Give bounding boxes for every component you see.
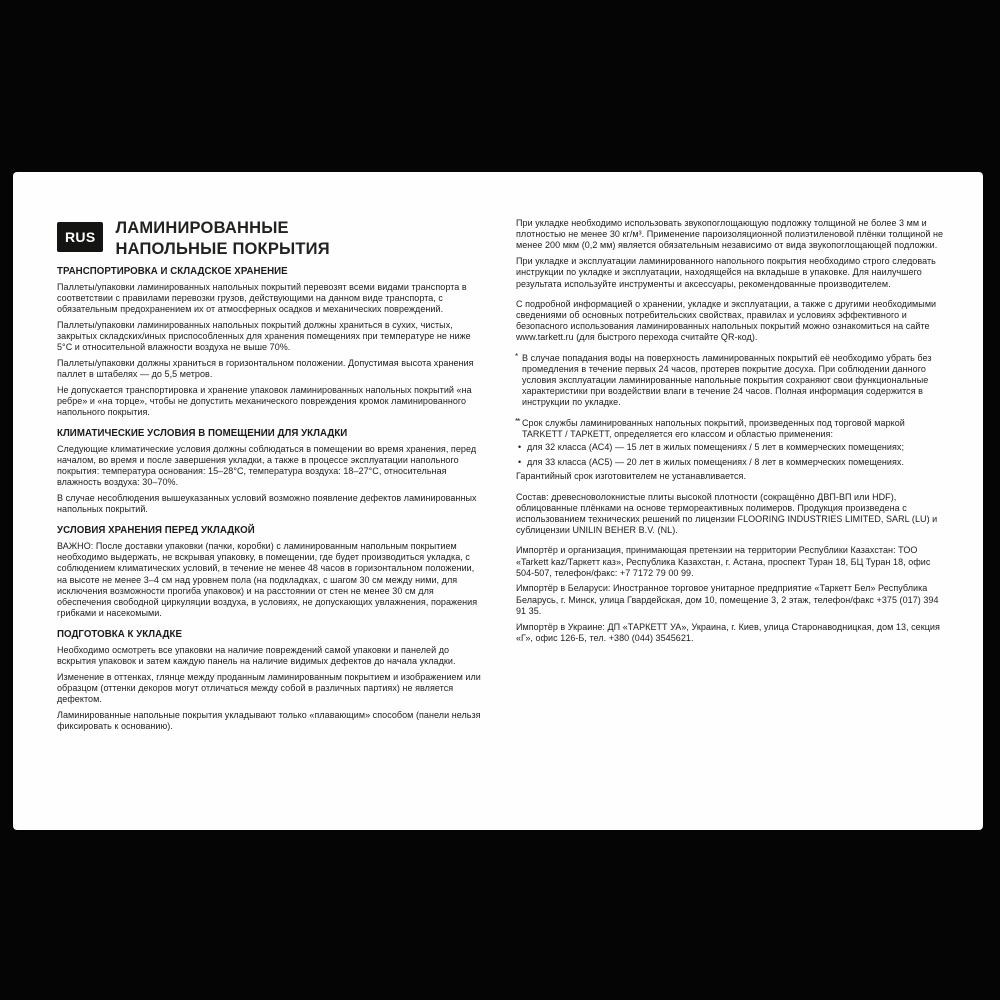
right-column [516, 218, 944, 737]
title-line-2: НАПОЛЬНЫЕ ПОКРЫТИЯ [115, 239, 330, 258]
footnote-marker: ** [515, 416, 520, 426]
paragraph: При укладке и эксплуатации ламинированного напольного покрытия необходимо строго следовать инструкции по укладке и эксплуатации, находящейся на вкладыше в упаковке. Для наилучшего результата используйте инструменты и аксессуары, рекомендованные производителем. [516, 256, 936, 289]
importer-ukraine: Импортёр в Украине: ДП «ТАРКЕТТ УА», Украина, г. Киев, улица Старонаводницкая, дом 13, секция «Г», офис 126-Б, тел. +380 (044) 3545621. [516, 621, 940, 643]
paragraph: Следующие климатические условия должны соблюдаться в помещении во время хранения, перед началом, во время и после завершения укладки, а также в процессе эксплуатации напольного покрытия: температура основания: 15–28°С, температура воздуха: 18–27°С, относительная влажность воздуха: 30–70%. [57, 443, 477, 488]
paragraph: При укладке необходимо использовать звукопоглощающую подложку толщиной не более 3 мм и плотностью не менее 30 кг/м³. Применение пароизоляционной полиэтиленовой плёнки толщиной не менее 200 мкм (0,2 мм) является обязательным независимо от вида звукопоглощающей подложки. [516, 218, 944, 251]
language-badge: RUS [57, 222, 103, 252]
footnote-text: В случае попадания воды на поверхность ламинированных покрытий её необходимо убрать без промедления в течение первых 24 часов, протерев покрытие досуха. При соблюдении данного условия эксплуатации ламинированные напольные покрытия сохраняют свои функциональные характеристики при воздействии влаги в течение 24 часов. Полная информация содержится в инструкции по укладке. [522, 352, 932, 408]
section-heading-climate: КЛИМАТИЧЕСКИЕ УСЛОВИЯ В ПОМЕЩЕНИИ ДЛЯ УКЛАДКИ [57, 428, 348, 440]
list-item-text: для 32 класса (АС4) — 15 лет в жилых помещениях / 5 лет в коммерческих помещениях; [527, 441, 905, 452]
two-column-layout [57, 218, 944, 737]
paragraph: Паллеты/упаковки ламинированных напольных покрытий должны храниться в сухих, чистых, закрытых складских/иных приспособленных для хранения помещениях при температуре не ниже 5°С и относительной влажности воздуха не выше 70%. [57, 319, 471, 353]
composition-paragraph: Состав: древесноволокнистые плиты высокой плотности (сокращённо ДВП-ВП или HDF), облицованные плёнками на основе термореактивных полимеров. Продукция произведена с использованием технических решений по лицензии FLOORING INDUSTRIES LIMITED, SARL (LU) и сублицензии UNILIN BEHER B.V. (NL). [516, 491, 938, 536]
footnote-water [516, 353, 944, 409]
paragraph: Паллеты/упаковки ламинированных напольных покрытий перевозят всеми видами транспорта в соответствии с правилами перевозки грузов, действующими на данном виде транспорта, с обязательным предохранением их от атмосферных осадков и механических повреждений. [57, 281, 467, 314]
document-page [13, 172, 983, 830]
guarantee-note: Гарантийный срок изготовителем не устанавливается. [516, 471, 747, 482]
document-header [57, 218, 482, 259]
bullet-icon: • [518, 456, 522, 467]
list-item-class-33 [516, 457, 944, 468]
importer-belarus: Импортёр в Беларуси: Иностранное торговое унитарное предприятие «Таркетт Бел» Республика Беларусь, г. Минск, улица Гвардейская, дом 10, помещение 3, 2 этаж, телефон/факс +375 (017) 394 91 35. [516, 583, 939, 616]
importer-kazakhstan: Импортёр и организация, принимающая претензии на территории Республики Казахстан: ТОО «Tarkett kaz/Таркетт каз», Республика Казахстан, г. Астана, проспект Туран 18, БЦ Туран 18, офис 504-507, телефон/факс: +7 7172 79 00 99. [516, 545, 931, 578]
footnote-marker: * [515, 351, 518, 361]
footnote-service-life [516, 418, 944, 440]
bullet-icon: • [518, 441, 522, 452]
paragraph: С подробной информацией о хранении, укладке и эксплуатации, а также с другими необходимыми сведениями об основных потребительских свойствах, правилах и условиях эффективного и безопасного использования ламинированных напольных покрытий можно ознакомиться на сайте www.tarkett.ru (для быстрого перехода считайте QR-код). [516, 298, 937, 343]
paragraph: Не допускается транспортировка и хранение упаковок ламинированных напольных покрытий «на ребре» и «на торце», чтобы не допустить механического повреждения кромок ламинированного напольного покрытия. [57, 384, 472, 418]
paragraph: ВАЖНО: После доставки упаковки (пачки, коробки) с ламинированным напольным покрытием необходимо выдержать, не вскрывая упаковку, в помещении, где будет производиться укладка, с соблюдением климатических условий, в течение не менее 48 часов в горизонтальном положении, на высоте не менее 3–4 см над уровнем пола (на подкладках, с шагом 30 см между ними, для исключения возможности прогиба упаковок) и на расстоянии от стен не менее 30 см для обеспечения свободной циркуляции воздуха, в условиях, не допускающих увлажнения, поражения грибками и насекомыми. [57, 540, 478, 619]
footnote-text: Срок службы ламинированных напольных покрытий, произведенных под торговой маркой TARKETT / ТАРКЕТТ, определяется его классом и областью применения: [522, 417, 905, 439]
paragraph: Ламинированные напольные покрытия укладывают только «плавающим» способом (панели нельзя фиксировать к основанию). [57, 709, 481, 732]
section-heading-storage: УСЛОВИЯ ХРАНЕНИЯ ПЕРЕД УКЛАДКОЙ [57, 525, 255, 537]
paragraph: В случае несоблюдения вышеуказанных условий возможно появление дефектов ламинированных напольных покрытий. [57, 493, 477, 515]
paragraph: Изменение в оттенках, глянце между проданным ламинированным покрытием и изображением или образцом (оттенки декоров могут отличаться между собой в различных партиях) не является дефектом. [57, 671, 481, 705]
paragraph: Паллеты/упаковки должны храниться в горизонтальном положении. Допустимая высота хранения паллет в штабелях — до 5,5 метров. [57, 357, 474, 379]
section-heading-transport: ТРАНСПОРТИРОВКА И СКЛАДСКОЕ ХРАНЕНИЕ [57, 266, 288, 277]
list-item-class-32 [516, 442, 944, 453]
left-column [57, 218, 482, 737]
section-heading-preparation: ПОДГОТОВКА К УКЛАДКЕ [57, 629, 182, 641]
title-line-1: ЛАМИНИРОВАННЫЕ [115, 219, 289, 237]
document-title [115, 218, 329, 259]
list-item-text: для 33 класса (АС5) — 20 лет в жилых помещениях / 8 лет в коммерческих помещениях. [527, 456, 905, 467]
paragraph: Необходимо осмотреть все упаковки на наличие повреждений самой упаковки и панелей до вскрытия упаковок и затем каждую панель на наличие видимых дефектов до начала укладки. [57, 644, 456, 667]
